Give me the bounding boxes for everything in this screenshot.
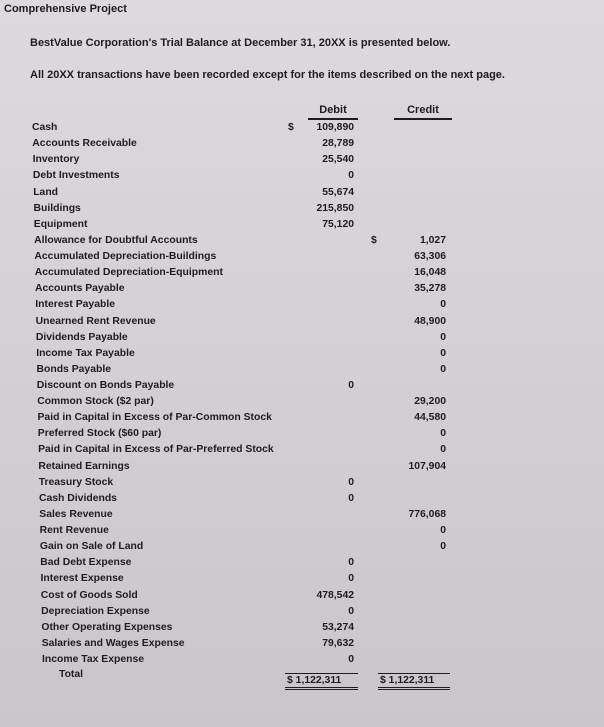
credit-amount: 35,278 (414, 283, 446, 295)
dollar-sign: $ (371, 234, 377, 246)
table-row (0, 509, 604, 524)
debit-header: Debit (308, 104, 358, 120)
table-row (0, 573, 604, 588)
page-title: Comprehensive Project (4, 3, 127, 15)
table-row (0, 364, 604, 379)
debit-amount: 0 (348, 654, 354, 665)
account-name: Paid in Capital in Excess of Par-Preferred Stock (38, 444, 274, 456)
account-name: Gain on Sale of Land (39, 541, 144, 553)
account-name: Rent Revenue (39, 525, 109, 536)
credit-amount: 0 (440, 525, 446, 536)
table-row (0, 541, 604, 556)
account-name: Sales Revenue (39, 508, 113, 520)
debit-amount: 0 (348, 605, 354, 617)
credit-header: Credit (394, 104, 452, 120)
account-name: Bad Debt Expense (40, 557, 132, 569)
table-row (0, 187, 604, 202)
table-row (0, 428, 604, 443)
table-row (0, 412, 604, 427)
account-name: Discount on Bonds Payable (36, 379, 175, 391)
credit-amount: 0 (440, 331, 446, 343)
debit-amount: 0 (348, 379, 354, 391)
credit-amount: 44,580 (414, 412, 446, 424)
credit-amount: 107,904 (408, 460, 446, 472)
table-row (0, 235, 604, 250)
credit-amount: 48,900 (414, 315, 446, 327)
account-name: Cash Dividends (39, 492, 117, 504)
account-name: Depreciation Expense (41, 605, 150, 617)
account-name: Retained Earnings (38, 460, 130, 472)
table-row (0, 267, 604, 282)
debit-amount: 109,890 (316, 122, 354, 133)
table-row (0, 122, 604, 137)
account-name: Salaries and Wages Expense (41, 637, 185, 649)
table-row (0, 638, 604, 653)
table-row (0, 251, 604, 266)
table-row (0, 557, 604, 572)
account-name: Bonds Payable (36, 363, 111, 375)
account-name: Unearned Rent Revenue (35, 315, 156, 327)
table-row (0, 493, 604, 508)
debit-amount: 215,850 (316, 202, 354, 214)
table-row (0, 154, 604, 169)
credit-amount: 1,027 (419, 234, 446, 246)
account-name: Accumulated Depreciation-Equipment (34, 267, 223, 279)
total-credit: $ 1,122,311 (378, 673, 450, 690)
table-row (0, 299, 604, 314)
account-name: Equipment (33, 218, 88, 230)
credit-amount: 0 (440, 363, 446, 375)
account-name: Common Stock ($2 par) (37, 396, 154, 408)
table-row (0, 654, 604, 669)
debit-amount: 478,542 (316, 589, 354, 601)
account-name: Paid in Capital in Excess of Par-Common Stock (37, 412, 272, 424)
debit-amount: 53,274 (322, 621, 354, 633)
account-name: Buildings (33, 202, 81, 214)
account-name: Debt Investments (32, 170, 120, 182)
account-name: Inventory (32, 154, 80, 166)
table-row (0, 348, 604, 363)
table-row (0, 170, 604, 185)
credit-amount: 16,048 (414, 267, 446, 279)
dollar-sign: $ (288, 122, 294, 133)
total-debit: $ 1,122,311 (285, 673, 358, 690)
account-name: Cash (32, 122, 58, 133)
table-row (0, 316, 604, 331)
debit-amount: 0 (348, 476, 354, 488)
intro-line-1: BestValue Corporation's Trial Balance at December 31, 20XX is presented below. (30, 37, 451, 49)
account-name: Other Operating Expenses (41, 621, 173, 633)
account-name: Land (33, 186, 59, 198)
account-name: Income Tax Payable (36, 347, 135, 359)
account-name: Treasury Stock (38, 476, 114, 488)
account-name: Interest Payable (35, 299, 115, 311)
table-row (0, 396, 604, 411)
table-row (0, 380, 604, 395)
account-name: Income Tax Expense (42, 654, 145, 665)
credit-amount: 776,068 (408, 508, 446, 520)
account-name: Accounts Receivable (32, 138, 137, 150)
account-name: Preferred Stock ($60 par) (37, 428, 162, 440)
debit-amount: 28,789 (322, 138, 354, 150)
table-row (0, 525, 604, 540)
credit-amount: 0 (440, 428, 446, 440)
table-row (0, 332, 604, 347)
debit-amount: 0 (348, 557, 354, 569)
account-name: Cost of Goods Sold (40, 589, 138, 601)
debit-amount: 75,120 (322, 218, 354, 230)
table-row (0, 219, 604, 234)
debit-amount: 55,674 (322, 186, 354, 198)
credit-amount: 0 (440, 299, 446, 311)
table-row (0, 283, 604, 298)
table-row (0, 590, 604, 605)
credit-amount: 0 (440, 444, 446, 456)
table-row (0, 622, 604, 637)
credit-amount: 0 (440, 541, 446, 553)
account-name: Allowance for Doubtful Accounts (34, 234, 198, 246)
intro-line-2: All 20XX transactions have been recorded except for the items described on the next page. (30, 69, 505, 81)
table-row (0, 444, 604, 459)
debit-amount: 79,632 (322, 637, 354, 649)
debit-amount: 0 (348, 170, 354, 182)
account-name: Accounts Payable (35, 283, 125, 295)
credit-amount: 29,200 (414, 396, 446, 408)
table-row (0, 138, 604, 153)
credit-amount: 0 (440, 347, 446, 359)
account-name: Accumulated Depreciation-Buildings (34, 251, 217, 262)
debit-amount: 25,540 (322, 154, 354, 166)
table-row (0, 203, 604, 218)
credit-amount: 63,306 (414, 251, 446, 262)
account-name: Dividends Payable (35, 331, 128, 343)
debit-amount: 0 (348, 573, 354, 585)
debit-amount: 0 (348, 492, 354, 504)
table-row (0, 461, 604, 476)
account-name: Interest Expense (40, 573, 124, 585)
table-row (0, 606, 604, 621)
table-row (0, 477, 604, 492)
total-label: Total (59, 669, 84, 680)
